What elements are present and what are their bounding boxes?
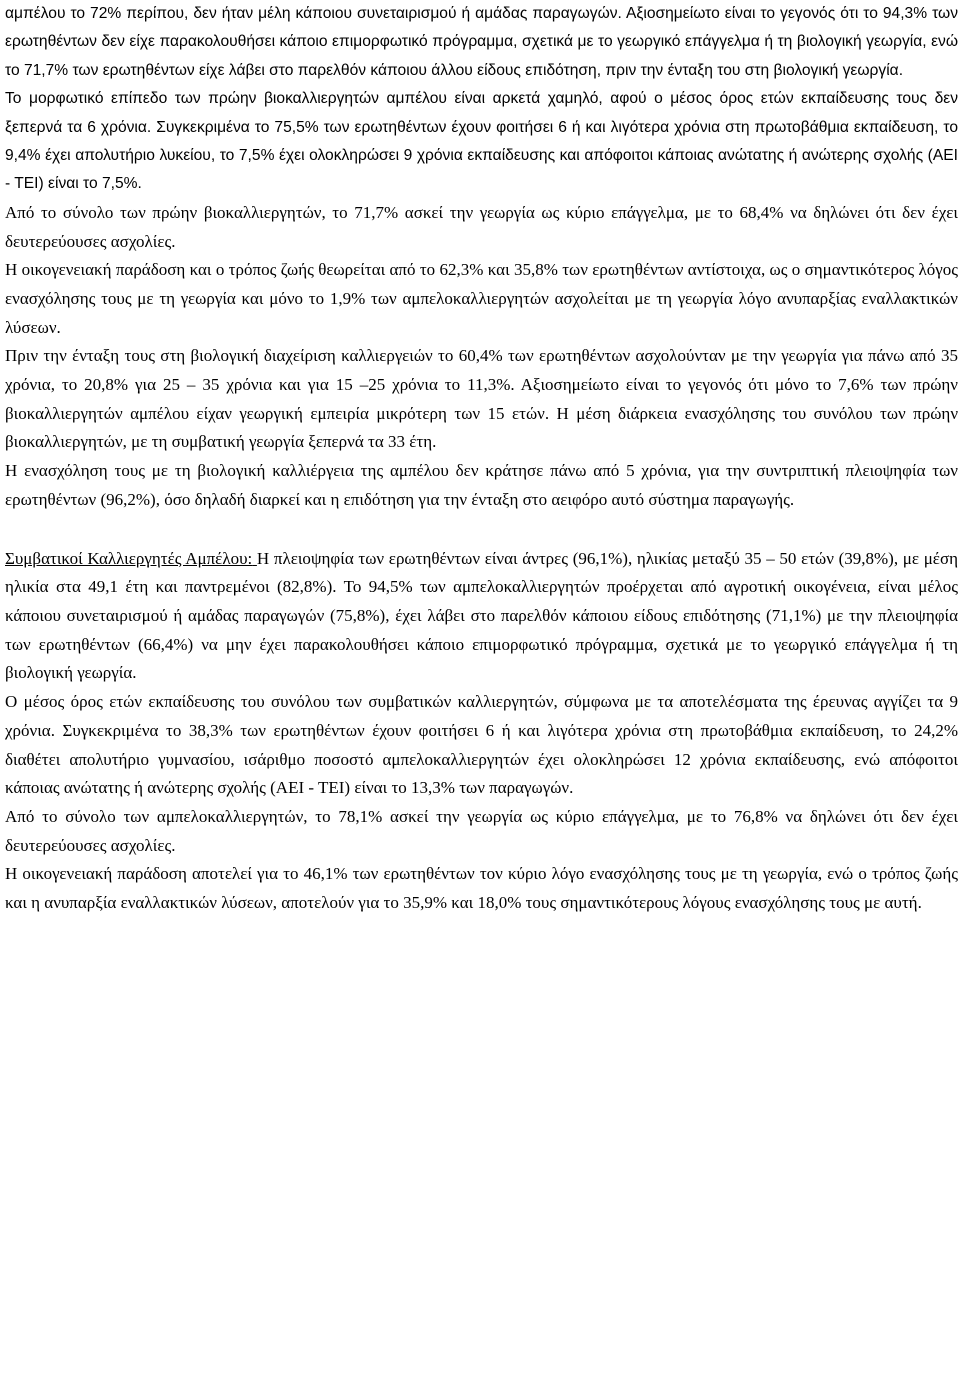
section-gap: [5, 515, 958, 545]
conventional-intro-text: Η πλειοψηφία των ερωτηθέντων είναι άντρες (96,1%), ηλικίας μεταξύ 35 – 50 ετών (39,8%), με μέση ηλικία στα 49,1 έτη και παντρεμένοι (82,8%). Το 94,5% των αμπελοκαλλιεργητών προέρχεται από αγροτική οικογένεια, είναι μέλος κάποιου συνεταιρισμού ή αμάδας παραγωγών (75,8%), έχει λάβει στο παρελθόν κάποιου είδους επιδότησης (71,1%) με την πλειοψηφία των ερωτηθέντων (66,4%) να μην έχει παρακολουθήσει κάποιο επιμορφωτικό πρόγραμμα, σχετικά με το γεωργικό επάγγελμα ή τη βιολογική γεωργία.: [5, 548, 959, 683]
section-heading-conventional-growers: Συμβατικοί Καλλιεργητές Αμπέλου:: [5, 548, 253, 568]
paragraph-organic-duration: Η ενασχόληση τους με τη βιολογική καλλιέργεια της αμπέλου δεν κράτησε πάνω από 5 χρόνια, για την συντριπτική πλειοψηφία των ερωτηθέντων (96,2%), όσο δηλαδή διαρκεί και η επιδότηση για την ένταξη στο αειφόρο αυτό σύστημα παραγωγής.: [5, 461, 958, 509]
paragraph-conventional-reasons: Η οικογενειακή παράδοση αποτελεί για το 46,1% των ερωτηθέντων τον κύριο λόγο ενασχόλησης τους με τη γεωργία, ενώ ο τρόπος ζωής και η ανυπαρξία εναλλακτικών λύσεων, αποτελούν για το 35,9% και 18,0% τους σημαντικότερους λόγους ενασχόλησης τους με αυτή.: [5, 864, 958, 913]
paragraph-farming-experience: Πριν την ένταξη τους στη βιολογική διαχείριση καλλιεργειών το 60,4% των ερωτηθέντων ασχολούνταν με την γεωργία για πάνω από 35 χρόνια, το 20,8% για 25 – 35 χρόνια και για 15 –25 χρόνια το 11,3%. Αξιοσημείωτο είναι το γεγονός ότι μόνο το 7,6% των πρώην βιοκαλλιεργητών αμπέλου είχαν γεωργική εμπειρία μικρότερη των 15 ετών. Η μέση διάρκεια ενασχόλησης του συνόλου των πρώην βιοκαλλιεργητών, με τη συμβατική γεωργία ξεπερνά τα 33 έτη.: [5, 346, 958, 452]
paragraph-conventional-occupation: Από το σύνολο των αμπελοκαλλιεργητών, το 78,1% ασκεί την γεωργία ως κύριο επάγγελμα, με το 76,8% να δηλώνει ότι δεν έχει δευτερεύουσες ασχολίες.: [5, 806, 958, 855]
paragraph-conventional-intro: [5, 545, 958, 689]
paragraph-conventional-education: Ο μέσος όρος ετών εκπαίδευσης του συνόλου των συμβατικών καλλιεργητών, σύμφωνα με τα αποτελέσματα της έρευνας αγγίζει τα 9 χρόνια. Συγκεκριμένα το 38,3% των ερωτηθέντων έχουν φοιτήσει 6 ή και λιγότερα χρόνια στη πρωτοβάθμια εκπαίδευση, το 24,2% διαθέτει απολυτήριο γυμνασίου, ισάριθμο ποσοστό αμπελοκαλλιεργητών έχει ολοκληρώσει 12 χρόνια εκπαίδευσης, ενώ απόφοιτοι κάποιας ανώτατης ή ανώτερης σχολής (ΑΕΙ - ΤΕΙ) είναι το 13,3% των παραγωγών.: [5, 692, 958, 798]
paragraph-main-occupation: Από το σύνολο των πρώην βιοκαλλιεργητών, το 71,7% ασκεί την γεωργία ως κύριο επάγγελμα, με το 68,4% να δηλώνει ότι δεν έχει δευτερεύουσες ασχολίες.: [5, 202, 958, 251]
paragraph-membership-training: αμπέλου το 72% περίπου, δεν ήταν μέλη κάποιου συνεταιρισμού ή αμάδας παραγωγών. Αξιοσημείωτο είναι το γεγονός ότι το 94,3% των ερωτηθέντων δεν είχε παρακολουθήσει κάποιο επιμορφωτικό πρόγραμμα, σχετικά με το γεωργικό επάγγελμα ή τη βιολογική γεωργία, ενώ το 71,7% των ερωτηθέντων είχε λάβει στο παρελθόν κάποιου άλλου είδους επιδότηση, πριν την ένταξη του στη βιολογική γεωργία.: [5, 5, 958, 79]
document-page: [5, 0, 958, 918]
paragraph-family-tradition: Η οικογενειακή παράδοση και ο τρόπος ζωής θεωρείται από το 62,3% και 35,8% των ερωτηθέντων αντίστοιχα, ως ο σημαντικότερος λόγος ενασχόλησης τους με τη γεωργία και μόνο το 1,9% των αμπελοκαλλιεργητών ασχολείται με τη γεωργία λόγο ανυπαρξίας εναλλακτικών λύσεων.: [5, 260, 958, 337]
paragraph-education-level: Το μορφωτικό επίπεδο των πρώην βιοκαλλιεργητών αμπέλου είναι αρκετά χαμηλό, αφού ο μέσος όρος ετών εκπαίδευσης τους δεν ξεπερνά τα 6 χρόνια. Συγκεκριμένα το 75,5% των ερωτηθέντων έχουν φοιτήσει 6 ή και λιγότερα χρόνια στη πρωτοβάθμια εκπαίδευση, το 9,4% έχει απολυτήριο λυκείου, το 7,5% έχει ολοκληρώσει 9 χρόνια εκπαίδευσης και απόφοιτοι κάποιας ανώτατης ή ανώτερης σχολής (ΑΕΙ - ΤΕΙ) είναι το 7,5%.: [5, 90, 958, 193]
